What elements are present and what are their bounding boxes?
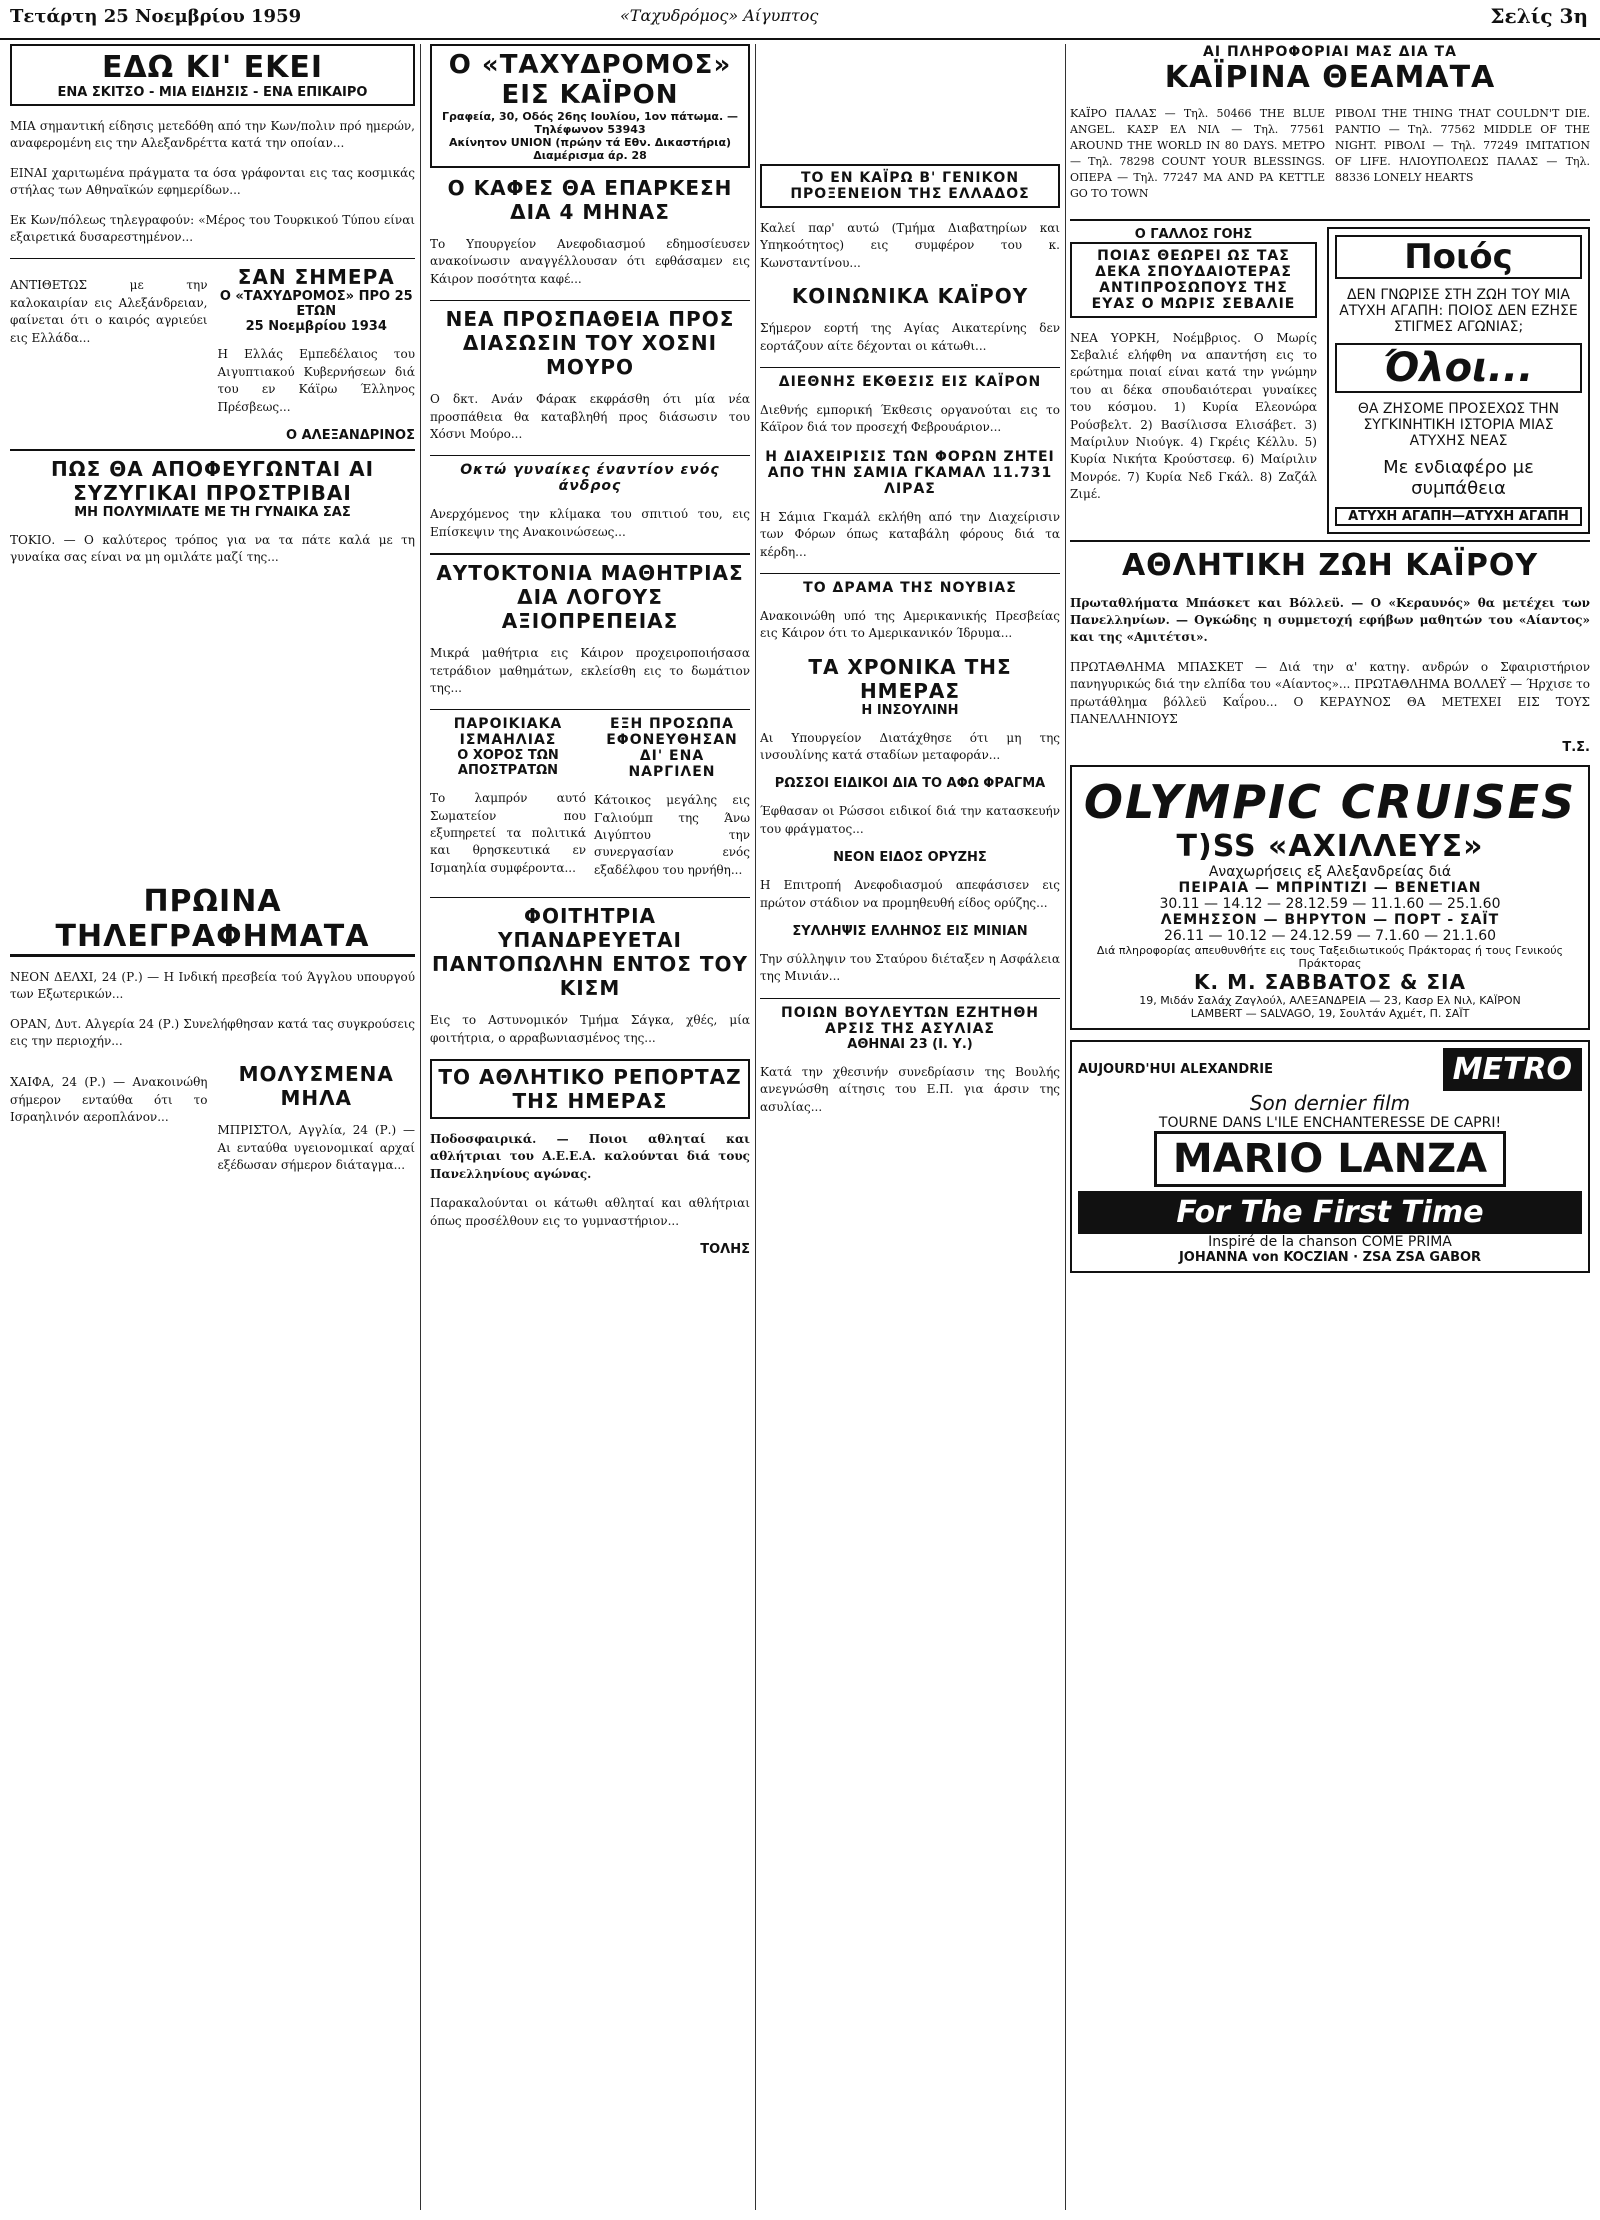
san-title: ΣΑΝ ΣΗΜΕΡΑ (237, 265, 395, 290)
athletic-text: Παρακαλούνται οι κάτωθι αθληταί και αθλήτριαι όπως προσέλθουν εις το γυμναστήριον... (430, 1196, 750, 1228)
san-subtitle: Ο «ΤΑΧΥΔΡΟΜΟΣ» ΠΡΟ 25 ΕΤΩΝ (219, 289, 413, 320)
film-cast: JOHANNA von KOCZIAN · ZSA ZSA GABOR (1178, 1250, 1482, 1266)
metro-ad (1070, 1040, 1590, 1273)
athletic-life-title: ΑΘΛΗΤΙΚΗ ΖΩΗ ΚΑΪΡΟΥ (1121, 547, 1539, 583)
agent-info: Διά πληροφορίας απευθυνθήτε εις τους Ταξειδιωτικούς Πράκτορας ή τους Γενικούς Πράκτορας (1096, 944, 1564, 971)
san-date: 25 Νοεμβρίου 1934 (245, 319, 387, 335)
okto-text: Ανερχόμενος την κλίμακα του σπιτιού του, εις Επίσκεψιν της Ανακοινώσεως... (430, 507, 750, 539)
page-number: Σελίς 3η (1490, 4, 1588, 28)
achilleus-ship: T)SS «ΑΧΙΛΛΕΥΣ» (1176, 829, 1484, 865)
film-title: For The First Time (1078, 1191, 1582, 1234)
drama-text: Ανακοινώθη υπό της Αμερικανικής Πρεσβείας εις Κάιρον ότι το Αμερικανικόν Ίδρυμα... (760, 608, 1060, 641)
olympic-cruises-ad (1070, 765, 1590, 1030)
dates-2: 26.11 — 10.12 — 24.12.59 — 7.1.60 — 21.1.60 (1163, 928, 1497, 945)
oloi-subtitle: ΘΑ ΖΗΣΟΜΕ ΠΡΟΣΕΧΩΣ ΤΗΝ ΣΥΓΚΙΝΗΤΙΚΗ ΙΣΤΟΡΙΑ ΜΙΑΣ ΑΤΥΧΗΣ ΝΕΑΣ (1357, 400, 1560, 449)
drama-title: ΤΟ ΔΡΑΜΑ ΤΗΣ ΝΟΥΒΙΑΣ (803, 579, 1017, 596)
dates-1: 30.11 — 14.12 — 28.12.59 — 11.1.60 — 25.1.60 (1159, 896, 1501, 913)
agent-name: Κ. Μ. ΣΑΒΒΑΤΟΣ & ΣΙΑ (1194, 970, 1466, 995)
pos-subtitle: ΜΗ ΠΟΛΥΜΙΛΑΤΕ ΜΕ ΤΗ ΓΥΝΑΙΚΑ ΣΑΣ (74, 504, 351, 520)
edo-text: Εκ Κων/πόλεως τηλεγραφούν: «Μέρος του Τουρκικού Τύπου είναι εξαιρετικά δυσαρεστημένον... (10, 212, 415, 244)
proina-title: ΠΡΩΙΝΑ ΤΗΛΕΓΡΑΦΗΜΑΤΑ (10, 884, 415, 957)
film-desc: TOURNE DANS L'ILE ENCHANTERESSE DE CAPRI! (1158, 1115, 1502, 1132)
kairo-box (760, 164, 1060, 208)
athletic-subtitle: Ποδοσφαιρικά. — Ποιοι αθληταί και αθλήτριαι του Α.Ε.Ε.Α. καλούνται διά τους Πανελληνίους αγώνας. (430, 1132, 750, 1181)
agent-address: 19, Μιδάν Σαλάχ Ζαγλούλ, ΑΛΕΞΑΝΔΡΕΙΑ — 23, Κασρ Ελ Νιλ, ΚΑΪΡΟΝ (1139, 994, 1521, 1008)
parodikiaka-text: Το λαμπρόν αυτό Σωματείον που εξυπηρετεί τα πολιτικά και θρησκευτικά εν Ισμαηλία συμφέροντα... (430, 791, 586, 875)
poios-ad (1327, 227, 1590, 534)
athletic-signature: ΤΟΛΗΣ (700, 1241, 750, 1257)
pos-title: ΠΩΣ ΘΑ ΑΠΟΦΕΥΓΩΝΤΑΙ ΑΙ ΣΥΖΥΓΙΚΑΙ ΠΡΟΣΤΡΙΒΑΙ (50, 456, 375, 505)
edo-box (10, 44, 415, 106)
exi-title: ΕΞΗ ΠΡΟΣΩΠΑ ΕΦΟΝΕΥΘΗΣΑΝ ΔΙ' ΕΝΑ ΝΑΡΓΙΛΕΝ (606, 716, 738, 781)
kafes-text: Το Υπουργείον Ανεφοδιασμού εδημοσίευσεν ανακοίνωσιν αναγγέλλουσαν ότι εφθάσαμεν εις Κάιρον ποσότητα καφέ... (430, 237, 750, 286)
atyxi-agapi: ΑΤΥΧΗ ΑΓΑΠΗ—ΑΤΥΧΗ ΑΓΑΠΗ (1335, 507, 1582, 526)
column-1 (10, 44, 415, 2210)
gallos-text: ΝΕΑ ΥΟΡΚΗ, Νοέμβριος. Ο Μωρίς Σεβαλιέ ελήφθη να απαντήση εις το ερώτημα ποιαί είναι κατά την γνώμην του αι δέκα σπουδαιότεραι γυναίκες του κόσμου. 1) Κυρία Ελεονώρα Ρούσβελτ. 2) Βασίλισσα Ελισάβετ. 3) Μαίριλυν Νιούγκ. 4) Γκρέις Κέλλυ. 5) Κυρία Νικήτα Κρούστσεφ. 6) Μαίριλιν Μονρόε. 7) Κυρία Νεδ Γκάλ. 8) Ζαζάλ Ζιμέ. (1070, 330, 1317, 502)
xronika-text: Την σύλληψιν του Σταύρου διέταξεν η Ασφάλεια της Μινιάν... (760, 952, 1060, 984)
xronika-text: Έφθασαν οι Ρώσσοι ειδικοί διά την κατασκευήν του φράγματος... (760, 804, 1060, 836)
agent-address: LAMBERT — SALVAGO, 19, Σουλτάν Αχμέτ, Π. ΣΑΪΤ (1190, 1007, 1470, 1021)
katrina-listing: ΚΑΪΡΟ ΠΑΛΑΣ — Τηλ. 50466 THE BLUE ANGEL. ΚΑΣΡ ΕΛ ΝΙΛ — Τηλ. 77561 AROUND THE WORLD IN 80 DAYS. ΜΕΤΡΟ — Τηλ. 78298 COUNT YOUR BLESSINGS. ΟΠΕΡΑ — Τηλ. 77247 MA AND PA KETTLE GO TO TOWN (1070, 107, 1325, 200)
poion-title: ΠΟΙΩΝ ΒΟΥΛΕΥΤΩΝ ΕΖΗΤΗΘΗ ΑΡΣΙΣ ΤΗΣ ΑΣΥΛΙΑΣ (781, 1004, 1039, 1037)
pos-text: ΤΟΚΙΟ. — Ο καλύτερος τρόπος για να τα πάτε καλά με τη γυναίκα σας είναι να μη ομιλάτε μαζί της... (10, 532, 415, 565)
poios-subtitle: ΔΕΝ ΓΝΩΡΙΣΕ ΣΤΗ ΖΩΗ ΤΟΥ ΜΙΑ ΑΤΥΧΗ ΑΓΑΠΗ: ΠΟΙΟΣ ΔΕΝ ΕΖΗΣΕ ΣΤΙΓΜΕΣ ΑΓΩΝΙΑΣ; (1339, 286, 1578, 335)
xronika-subtitle: ΣΥΛΛΗΨΙΣ ΕΛΛΗΝΟΣ ΕΙΣ ΜΙΝΙΑΝ (792, 924, 1028, 940)
katrina-title: ΚΑΪΡΙΝΑ ΘΕΑΜΑΤΑ (1164, 60, 1496, 95)
column-4 (1070, 44, 1590, 2210)
kairo-title: ΤΟ ΕΝ ΚΑΪΡΩ Β' ΓΕΝΙΚΟΝ ΠΡΟΞΕΝΕΙΟΝ ΤΗΣ ΕΛΛΑΔΟΣ (790, 170, 1030, 202)
masthead-box (430, 44, 750, 168)
xronika-subtitle: ΡΩΣΣΟΙ ΕΙΔΙΚΟΙ ΔΙΑ ΤΟ ΑΦΩ ΦΡΑΓΜΑ (774, 776, 1046, 792)
athletic-title: ΤΟ ΑΘΛΗΤΙΚΟ ΡΕΠΟΡΤΑΖ ΤΗΣ ΗΜΕΡΑΣ (438, 1065, 742, 1114)
mario-lanza: MARIO LANZA (1154, 1131, 1506, 1187)
parodikiaka-subtitle: Ο ΧΟΡΟΣ ΤΩΝ ΑΠΟΣΤΡΑΤΩΝ (457, 748, 559, 779)
diethnis-text: Διεθνής εμπορική Έκθεσις οργανούται εις το Κάϊρον διά τον προσεχή Φεβρουάριον... (760, 402, 1060, 435)
exi-text: Κάτοικος μεγάλης εις Γαλιούμπ της Άνω Αιγύπτου την συνεργασίαν ενός εξαδέλφου του ηρνήθη... (594, 793, 750, 877)
gallos-title: Ο ΓΑΛΛΟΣ ΓΟΗΣ (1134, 226, 1253, 242)
proina-text: ΟΡΑΝ, Δυτ. Αλγερία 24 (Ρ.) Συνελήφθησαν κατά τας συγκρούσεις εις την περιοχήν... (10, 1016, 415, 1049)
edo-title: ΕΔΩ ΚΙ' ΕΚΕΙ (101, 50, 324, 85)
proina-text: ΝΕΟΝ ΔΕΛΧΙ, 24 (Ρ.) — Η Ινδική πρεσβεία τού Άγγλου υπουργού των Εξωτερικών... (10, 969, 415, 1002)
koinonika-title: ΚΟΙΝΩΝΙΚΑ ΚΑΪΡΟΥ (791, 284, 1029, 309)
masthead-address: Γραφεία, 30, Οδός 26ης Ιουλίου, 1ον πάτωμα. — Τηλέφωνον 53943 (442, 110, 738, 136)
poion-text: Κατά την χθεσινήν συνεδρίασιν της Βουλής ανεγνώσθη αίτησις του Ε.Π. για άρσιν της ασυλίας... (760, 1064, 1060, 1114)
film-inspired: Inspiré de la chanson COME PRIMA (1208, 1234, 1452, 1251)
athletic-life-subtitle: Πρωταθλήματα Μπάσκετ και Βόλλεϋ. — Ο «Κεραυνός» θα μετέχει των Πανελληνίων. — Ογκώδης η συμμετοχή εφήβων μαθητών του «Αίαντος» και της «Αμιτέτσι». (1070, 595, 1590, 645)
olympic-logo: OLYMPIC CRUISES (1083, 775, 1577, 830)
edo-text: ΜΙΑ σημαντική είδησις μετεδόθη από την Κων/πολιν πρό ημερών, αναφερομένη εις την Αλεξανδρέττα κατά την οποίαν... (10, 119, 415, 151)
issue-date: Τετάρτη 25 Νοεμβρίου 1959 (10, 6, 302, 27)
parodikiaka-title: ΠΑΡΟΙΚΙΑΚΑ ΙΣΜΑΗΛΙΑΣ (453, 716, 563, 749)
diethnis-title: ΔΙΕΘΝΗΣ ΕΚΘΕΣΙΣ ΕΙΣ ΚΑΪΡΟΝ (778, 373, 1042, 390)
xronika-title: ΤΑ ΧΡΟΝΙΚΑ ΤΗΣ ΗΜΕΡΑΣ (808, 654, 1012, 703)
xronika-text: Αι Υπουργείον Διατάχθησε ότι μη της ινσουλίνης κατά σταδίων μεταφοράν... (760, 730, 1060, 763)
xronika-subtitle: Η ΙΝΣΟΥΛΙΝΗ (861, 702, 959, 718)
athletic-box (430, 1059, 750, 1119)
proina-text: ΧΑΙΦΑ, 24 (Ρ.) — Ανακοινώθη σήμερον ενταύθα ότι το Ισραηλινόν αεροπλάνον... (10, 1075, 208, 1125)
kairo-text: Καλεί παρ' αυτώ (Τμήμα Διαβατηρίων και Υπηκοότητος) εις συμφέρον του κ. Κωνσταντίνου... (760, 221, 1060, 270)
antithetos-text: ΑΝΤΙΘΕΤΩΣ με την καλοκαιρίαν εις Αλεξάνδρειαν, φαίνεται ότι ο καιρός αγριεύει εις Ελλάδα... (10, 278, 208, 345)
oloi-title: Όλοι... (1335, 343, 1582, 393)
column-rule (1065, 44, 1066, 2210)
edo-text: ΕΙΝΑΙ χαριτωμένα πράγματα τα όσα γράφονται εις τας κοσμικάς στήλας των Αθηναϊκών εφημερίδων... (10, 165, 415, 198)
okto-title: Οκτώ γυναίκες έναντίον ενός άνδρος (460, 462, 720, 495)
foros-title: Η ΔΙΑΧΕΙΡΙΣΙΣ ΤΩΝ ΦΟΡΩΝ ΖΗΤΕΙ ΑΠΟ ΤΗΝ ΣΑΜΙΑ ΓΚΑΜΑΛ 11.731 ΛΙΡΑΣ (765, 448, 1055, 497)
column-rule (420, 44, 421, 2210)
katrina-pretitle: ΑΙ ΠΛΗΡΟΦΟΡΙΑΙ ΜΑΣ ΔΙΑ ΤΑ (1203, 44, 1457, 60)
foros-text: Η Σάμια Γκαμάλ εκλήθη από την Διαχείρισιν των Φόρων όπως καταβάλη φόρους διά τα κέρδη... (760, 509, 1060, 559)
koinonika-text: Σήμερον εορτή της Αγίας Αικατερίνης δεν εορτάζουν αίτε δέχονται οι κάτωθι... (760, 321, 1060, 353)
masthead-address: Ακίνητον UNION (πρώην τά Εθν. Δικαστήρια) Διαμέρισμα άρ. 28 (448, 136, 732, 162)
route-2: ΛΕΜΗΣΣΟΝ — ΒΗΡΥΤΟΝ — ΠΟΡΤ - ΣΑΪΤ (1160, 912, 1500, 929)
column-3 (760, 44, 1060, 2210)
foititria-title: ΦΟΙΤΗΤΡΙΑ ΥΠΑΝΔΡΕΥΕΤΑΙ ΠΑΝΤΟΠΩΛΗΝ ΕΝΤΟΣ ΤΟΥ ΚΙΣΜ (431, 904, 749, 1001)
masthead: Ο «ΤΑΧΥΔΡΟΜΟΣ» ΕΙΣ ΚΑΪΡΟΝ (448, 50, 732, 110)
oloi-closing: Με ενδιαφέρο με συμπάθεια (1383, 456, 1534, 499)
molysmena-title: ΜΟΛΥΣΜΕΝΑ ΜΗΛΑ (238, 1062, 394, 1111)
metro-today: AUJOURD'HUI ALEXANDRIE (1078, 1062, 1273, 1078)
autoktonia-title: ΑΥΤΟΚΤΟΝΙΑ ΜΑΘΗΤΡΙΑΣ ΔΙΑ ΛΟΓΟΥΣ ΑΞΙΟΠΡΕΠΕΙΑΣ (436, 561, 744, 634)
kafes-title: Ο ΚΑΦΕΣ ΘΑ ΕΠΑΡΚΕΣΗ ΔΙΑ 4 ΜΗΝΑΣ (447, 176, 733, 224)
xronika-subtitle: ΝΕΟΝ ΕΙΔΟΣ ΟΡΥΖΗΣ (833, 850, 987, 866)
poios-title: Ποιός (1335, 235, 1582, 279)
column-rule (755, 44, 756, 2210)
san-signature: Ο ΑΛΕΞΑΝΔΡΙΝΟΣ (286, 427, 415, 443)
nea-title: ΝΕΑ ΠΡΟΣΠΑΘΕΙΑ ΠΡΟΣ ΔΙΑΣΩΣΙΝ ΤΟΥ ΧΟΣΝΙ ΜΟΥΡΟ (445, 307, 735, 380)
molysmena-text: ΜΠΡΙΣΤΟΛ, Αγγλία, 24 (Ρ.) — Αι ενταύθα υγειονομικαί αρχαί εξέδωσαν σήμερον διάταγμα... (217, 1123, 415, 1173)
paper-name: «Ταχυδρόμος» Αίγυπτος (620, 6, 819, 25)
san-text: Η Ελλάς Εμπεδέλαιος του Αιγυπτιακού Κυβερνήσεων διά του εν Κάϊρω Έλληνος Πρέσβεως... (217, 347, 415, 414)
nea-text: Ο δκτ. Ανάν Φάρακ εκφράσθη ότι μία νέα προσπάθεια θα καταβληθή προς διάσωσιν του Χόσνι Μούρο... (430, 392, 750, 441)
poion-subtitle: ΑΘΗΝΑΙ 23 (Ι. Υ.) (847, 1036, 973, 1052)
route-1: ΠΕΙΡΑΙΑ — ΜΠΡΙΝΤΙΖΙ — ΒΕΝΕΤΙΑΝ (1178, 880, 1482, 897)
foititria-text: Εις το Αστυνομικόν Τμήμα Σάγκα, χθές, μία φοιτήτρια, ο αρραβωνιασμένος της... (430, 1013, 750, 1045)
metro-logo: METRO (1443, 1048, 1582, 1091)
athletic-life-text: ΠΡΩΤΑΘΛΗΜΑ ΜΠΑΣΚΕΤ — Διά την α' κατηγ. ανδρών ο Σφαιριστήριον πανηγυρικώς διά την ελπίδα του «Αίαντος»... ΠΡΩΤΑΘΛΗΜΑ ΒΟΛΛΕΫ — Ήρχισε το πρωτάθλημα βόλλεϋ Καΐρου... Ο ΚΕΡΑΥΝΟΣ ΘΑ ΜΕΤΕΧΕΙ ΕΙΣ ΤΟΥΣ ΠΑΝΕΛΛΗΝΙΟΥΣ (1070, 659, 1590, 726)
katrina-listing: ΡΙΒΟΛΙ THE THING THAT COULDN'T DIE. ΡΑΝΤΙΟ — Τηλ. 77562 MIDDLE OF THE NIGHT. ΡΙΒΟΛΙ — Τηλ. 77249 IMITATION OF LIFE. ΗΛΙΟΥΠΟΛΕΩΣ ΠΑΛΑΣ — Τηλ. 88336 LONELY HEARTS (1335, 107, 1590, 184)
xronika-text: Η Επιτροπή Ανεφοδιασμού απεφάσισεν εις πρώτον στάδιον να προμηθευθή είδος ορύζης... (760, 878, 1060, 910)
edo-subtitle: ΕΝΑ ΣΚΙΤΣΟ - ΜΙΑ ΕΙΔΗΣΙΣ - ΕΝΑ ΕΠΙΚΑΙΡΟ (57, 85, 368, 100)
gallos-subtitle: ΠΟΙΑΣ ΘΕΩΡΕΙ ΩΣ ΤΑΣ ΔΕΚΑ ΣΠΟΥΔΑΙΟΤΕΡΑΣ ΑΝΤΙΠΡΟΣΩΠΟΥΣ ΤΗΣ ΕΥΑΣ Ο ΜΩΡΙΣ ΣΕΒΑΛΙΕ (1070, 242, 1317, 318)
column-2 (430, 44, 750, 2210)
autoktonia-text: Μικρά μαθήτρια εις Κάιρον προχειροποιήσασα τετράδιον μαθημάτων, εκλείσθη εις το δωμάτιον της... (430, 646, 750, 695)
athletic-life-signature: Τ.Σ. (1562, 740, 1590, 756)
departures-label: Αναχωρήσεις εξ Αλεξανδρείας διά (1208, 864, 1452, 881)
film-tagline: Son dernier film (1249, 1091, 1411, 1116)
